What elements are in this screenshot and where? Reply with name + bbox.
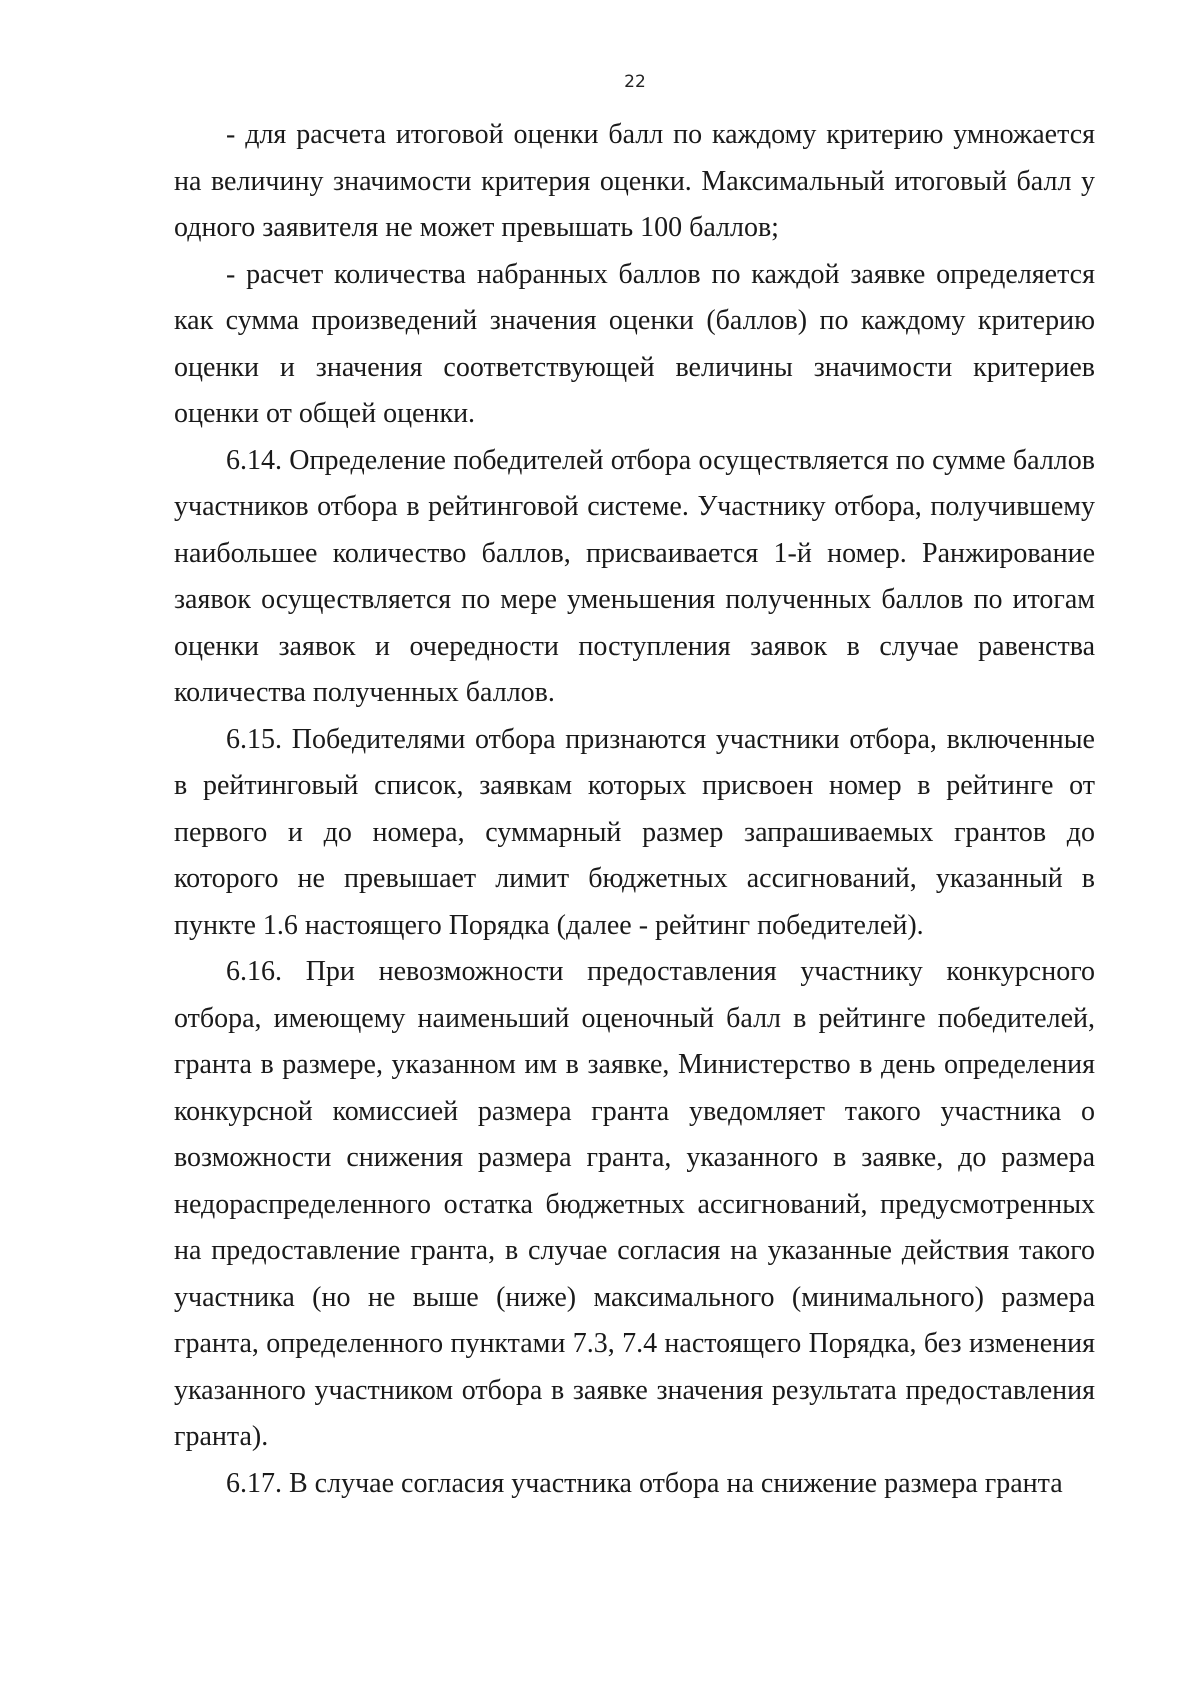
paragraph-6-16: 6.16. При невозможности предоставления участнику конкурсного отбора, имеющему наименьший оценочный балл в рейтинге победителей, гранта в размере, указанном им в заявке, Министерство в день определения конкурсной комиссией размера гранта уведомляет такого участника о возможности снижения размера гранта, указанного в заявке, до размера недораспределенного остатка бюджетных ассигнований, предусмотренных на предоставление гранта, в случае согласия на указанные действия такого участника (но не выше (ниже) максимального (минимального) размера гранта, определенного пунктами 7.3, 7.4 настоящего Порядка, без изменения указанного участником отбора в заявке значения результата предоставления гранта). [174,956,1095,1452]
paragraph-6-17: 6.17. В случае согласия участника отбора на снижение размера гранта [226,1467,1063,1499]
page-number: 22 [624,72,646,92]
paragraph-points-calculation: - расчет количества набранных баллов по каждой заявке определяется как сумма произведений значения оценки (баллов) по каждому критерию оценки и значения соответствующей величины значимости критериев оценки от общей оценки. [174,258,1095,429]
paragraph-6-15: 6.15. Победителями отбора признаются участники отбора, включенные в рейтинговый список, заявкам которых присвоен номер в рейтинге от первого и до номера, суммарный размер запрашиваемых грантов до которого не превышает лимит бюджетных ассигнований, указанный в пункте 1.6 настоящего Порядка (далее - рейтинг победителей). [174,723,1095,941]
document-body [174,112,1095,1507]
paragraph-total-score-calculation: - для расчета итоговой оценки балл по каждому критерию умножается на величину значимости критерия оценки. Максимальный итоговый балл у одного заявителя не может превышать 100 баллов; [174,119,1095,243]
paragraph-6-14: 6.14. Определение победителей отбора осуществляется по сумме баллов участников отбора в рейтинговой системе. Участнику отбора, получившему наибольшее количество баллов, присваивается 1-й номер. Ранжирование заявок осуществляется по мере уменьшения полученных баллов по итогам оценки заявок и очередности поступления заявок в случае равенства количества полученных баллов. [174,444,1095,708]
